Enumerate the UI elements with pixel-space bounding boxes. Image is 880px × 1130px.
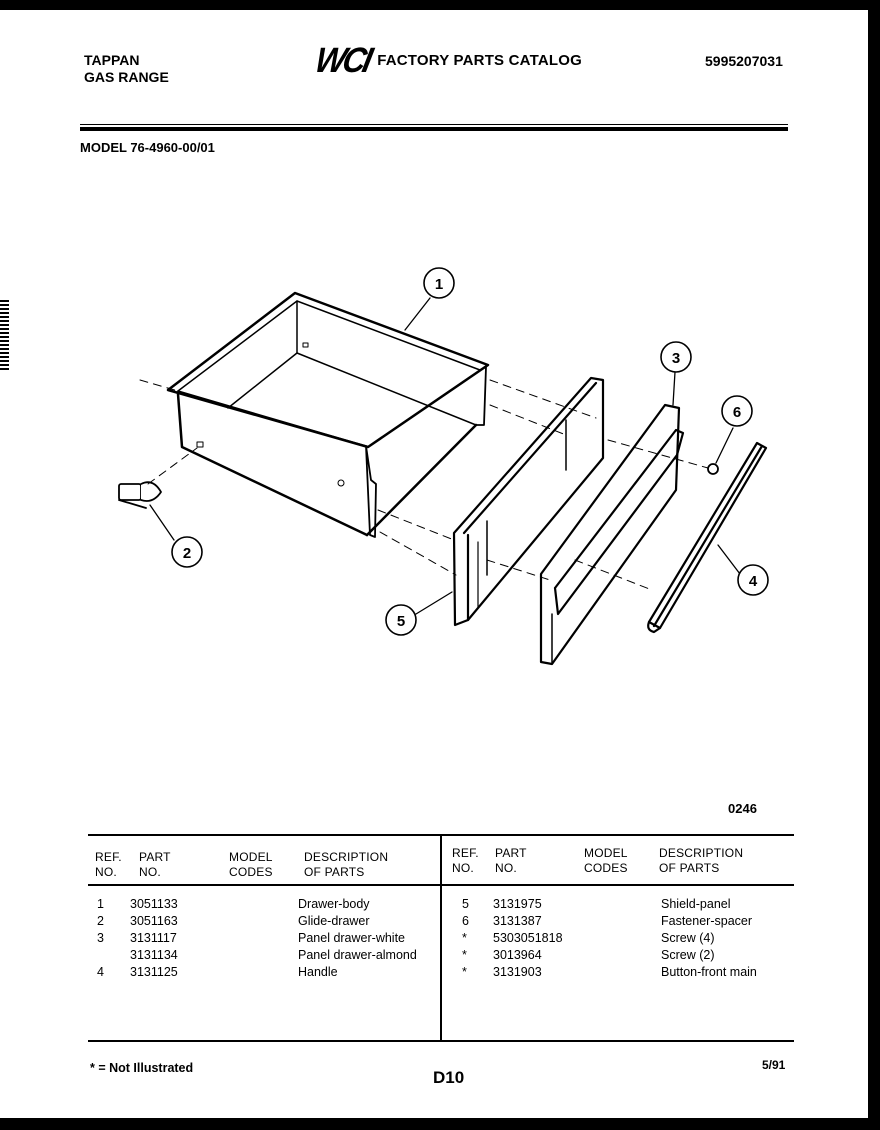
catalog-title: FACTORY PARTS CATALOG — [377, 51, 582, 69]
callout-2 — [172, 537, 202, 567]
product-type: GAS RANGE — [84, 69, 169, 85]
col-header-model-left: MODEL CODES — [229, 850, 273, 879]
col-header-model-right: MODEL CODES — [584, 846, 628, 875]
callout-6 — [722, 396, 752, 426]
header-rule-thin — [80, 124, 788, 125]
exploded-parts-diagram — [0, 160, 880, 800]
catalog-number: 5995207031 — [705, 53, 783, 69]
table-row-right-partno: 3131975 3131387 5303051818 3013964 3131903 — [493, 897, 563, 979]
scan-border-top — [0, 0, 880, 10]
table-row-left-partno: 3051133 3051163 3131117 3131134 3131125 — [130, 897, 178, 979]
header-brand-block — [84, 52, 169, 86]
model-number: MODEL 76-4960-00/01 — [80, 140, 215, 155]
col-header-desc-left: DESCRIPTION OF PARTS — [304, 850, 389, 879]
callout-3 — [661, 342, 691, 372]
page-number: D10 — [433, 1068, 465, 1087]
col-header-part-right: PART NO. — [495, 846, 527, 875]
catalog-logo — [311, 40, 582, 80]
col-header-ref-right: REF. NO. — [452, 846, 479, 875]
fastener-spacer-illustration — [708, 464, 718, 474]
svg-text:5: 5 — [396, 613, 406, 630]
table-row-left-desc: Drawer-body Glide-drawer Panel drawer-white Panel drawer-almond Handle — [298, 897, 417, 979]
callout-4 — [738, 565, 768, 595]
table-row-right-ref: 5 6 * * * — [462, 897, 469, 979]
col-header-ref-left: REF. NO. — [95, 850, 122, 879]
scan-border-bottom — [0, 1118, 880, 1130]
header-rule-thick — [80, 127, 788, 131]
drawer-body-illustration — [168, 293, 488, 537]
brand-name: TAPPAN — [84, 52, 140, 68]
svg-text:1: 1 — [434, 276, 444, 293]
revision-date: 5/91 — [762, 1058, 786, 1072]
col-header-desc-right: DESCRIPTION OF PARTS — [659, 846, 744, 875]
svg-text:4: 4 — [748, 573, 758, 590]
svg-text:2: 2 — [182, 545, 192, 562]
glide-drawer-illustration — [119, 482, 161, 508]
col-header-part-left: PART NO. — [139, 850, 171, 879]
svg-text:6: 6 — [732, 404, 742, 421]
svg-text:3: 3 — [671, 350, 681, 367]
not-illustrated-footnote: * = Not Illustrated — [90, 1061, 194, 1075]
callout-1 — [424, 268, 454, 298]
table-row-left-ref: 1 2 3 4 — [97, 897, 104, 979]
callout-5 — [386, 605, 416, 635]
table-row-right-desc: Shield-panel Fastener-spacer Screw (4) Screw (2) Button-front main — [661, 897, 757, 979]
table-column-divider — [440, 834, 442, 1042]
wci-logo-icon: WCI — [311, 40, 374, 80]
figure-number: 0246 — [728, 801, 757, 816]
